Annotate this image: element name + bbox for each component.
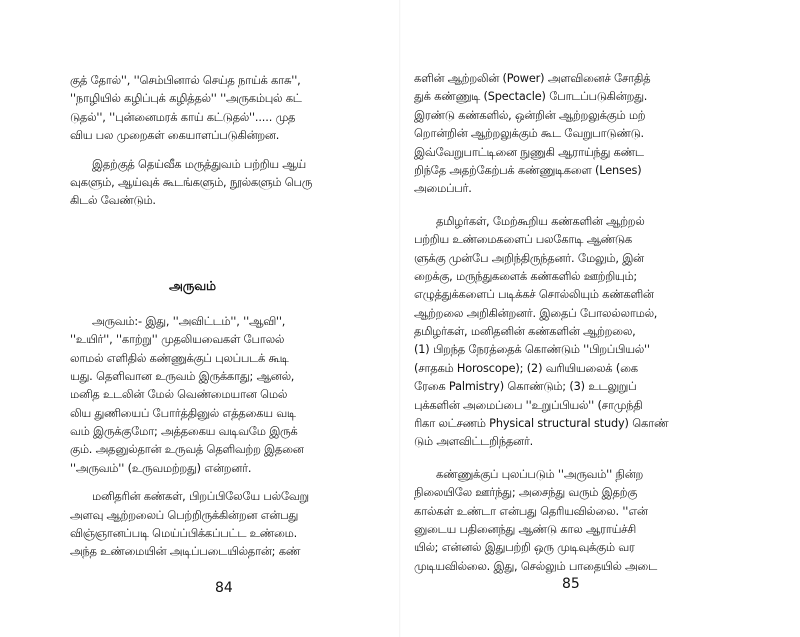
text-line: கும். அதனுல்தான் உருவத் தெளிவற்ற இதனை: [70, 443, 304, 457]
text-line: பற்றிய உண்மைகளைப் பலகோடி ஆண்டுக: [414, 233, 632, 247]
paragraph-spacer: [414, 199, 726, 213]
paragraph-spacer: [414, 452, 726, 466]
text-line: ''உயிர்'', ''காற்று'' முதலியவைகள் போலல்: [70, 333, 285, 347]
text-line: நிலையிலே ஊர்ந்து; அசைந்து வரும் இதற்கு: [414, 486, 638, 500]
text-line: ''நாழியில் கழிப்புக் கழித்தல்'' ''அருகம்புல் கட்: [70, 92, 302, 106]
text-line: முடியவில்லை. இது, செல்லும் பாதையில் அடை: [414, 559, 657, 573]
text-line: கால்கள் உண்டா என்பது தெரியவில்லை. ''என்: [414, 504, 648, 518]
text-line: தமிழர்கள், மனிதனின் கண்களின் ஆற்றலை,: [414, 325, 636, 339]
text-line: களின் ஆற்றலின் (Power) அளவினைச் சோதித்: [414, 72, 651, 85]
right-paragraph-3: [414, 466, 726, 576]
text-line: றிந்தே அதற்கேற்பக் கண்ணுடிகளை (Lenses): [414, 163, 642, 177]
text-line: லிய துணியைப் போர்த்தினுல் எத்தகைய வடி: [70, 406, 296, 420]
right-paragraph-2: [414, 213, 726, 452]
text-line: எழுத்துக்களைப் படிக்கச் சொல்லியும் கண்களின்: [414, 288, 654, 302]
text-line: மனித உடலின் மேல் வெண்மையான மெல்: [70, 388, 288, 402]
text-line: ஆற்றலை அறிகின்றனர். இதைப் போலல்லாமல்,: [414, 306, 658, 320]
text-line: ரேகை Palmistry) கொண்டும்; (3) உடலுறுப்: [414, 380, 637, 394]
text-line: இவ்வேறுபாட்டினை நுணுகி ஆராய்ந்து கண்ட: [414, 145, 644, 159]
text-line: இரண்டு கண்களில், ஒன்றின் ஆற்றலுக்கும் மற்: [414, 108, 646, 122]
text-line: வம் இருக்குமோ; அத்தகைய வடிவமே இருக்: [70, 425, 298, 439]
left-paragraph-1: [70, 72, 375, 146]
right-paragraph-1: [414, 70, 726, 199]
left-page-text-column: [70, 72, 375, 562]
text-line: தமிழர்கள், மேற்கூறிய கண்களின் ஆற்றல்: [436, 214, 645, 228]
text-line: இதற்குத் தெய்வீக மருத்துவம் பற்றிய ஆய்: [92, 157, 306, 171]
text-line: புக்களின் அமைப்பை ''உறுப்பியல்'' (சாமுந்தி: [414, 398, 643, 412]
text-line: குத் தோல்'', ''செம்பினால் செய்த நாய்க் காசு'',: [70, 74, 301, 87]
text-line: ரிகா லட்சணம் Physical structural study) கொண்: [414, 417, 669, 431]
text-line: அமைப்பர்.: [414, 182, 472, 196]
section-heading: அருவம்: [169, 277, 216, 293]
text-line: விய பல முறைகள் கையாளப்படுகின்றன.: [70, 129, 280, 143]
text-line: விஞ்ஞானப்படி மெய்ப்பிக்கப்பட்ட உண்மை.: [70, 527, 298, 541]
text-line: மனிதரின் கண்கள், பிறப்பிலேயே பல்வேறு: [92, 490, 309, 504]
text-line: கிடல் வேண்டும்.: [70, 194, 156, 208]
paragraph-spacer: [70, 478, 375, 488]
text-line: யில்; என்னல் இதுபற்றி ஒரு முடிவுக்கும் வர: [414, 541, 635, 555]
section-spacer: [70, 211, 375, 273]
text-line: வுகளும், ஆய்வுக் கூடங்களும், நூல்களும் பெரு: [70, 175, 313, 189]
text-line: லாமல் எளிதில் கண்ணுக்குப் புலப்படக் கூடி: [70, 351, 289, 365]
heading-spacer: [70, 299, 375, 313]
text-line: கண்ணுக்குப் புலப்படும் ''அருவம்'' நின்ற: [436, 467, 644, 481]
left-paragraph-3: [70, 313, 375, 479]
text-line: அந்த உண்மையின் அடிப்படையில்தான்; கண்: [70, 545, 301, 559]
text-line: ''அருவம்'' (உருவமற்றது) என்றனர்.: [70, 461, 252, 475]
text-line: யது. தெளிவான உருவம் இருக்காது; ஆனல்,: [70, 369, 295, 383]
right-page-text-column: [414, 70, 726, 576]
text-line: ளுக்கு முன்பே அறிந்திருந்தனர். மேலும், இன்: [414, 251, 644, 265]
text-line: டுதல்'', ''புன்னைமரக் காய் கட்டுதல்''..... முத: [70, 110, 296, 124]
text-line: டும் அளவிட்டறிந்தனர்.: [414, 435, 534, 449]
paragraph-spacer: [70, 146, 375, 156]
left-paragraph-2: [70, 156, 375, 211]
text-line: அளவு ஆற்றலைப் பெற்றிருக்கின்றன என்பது: [70, 508, 299, 522]
text-line: அருவம்:- இது, ''அவிட்டம்'', ''ஆவி'',: [92, 314, 286, 328]
text-line: (சாதகம் Horoscope); (2) வரியியலைக் (கை: [414, 361, 638, 375]
text-line: துக் கண்ணுடி (Spectacle) போடப்படுகின்றது.: [414, 90, 648, 104]
text-line: னுடைய பதினைந்து ஆண்டு கால ஆராய்ச்சி: [414, 522, 636, 536]
text-line: றொன்றின் ஆற்றலுக்கும் கூட வேறுபாடுண்டு.: [414, 127, 644, 141]
right-page: [400, 0, 800, 637]
left-paragraph-4: [70, 488, 375, 562]
text-line: றைக்கு, மருந்துகளைக் கண்களில் ஊற்றியும்;: [414, 269, 638, 283]
page-number: 84: [215, 580, 233, 596]
text-line: (1) பிறந்த நேரத்தைக் கொண்டும் ''பிறப்பியல்'': [414, 343, 650, 357]
page-number: 85: [562, 576, 580, 592]
